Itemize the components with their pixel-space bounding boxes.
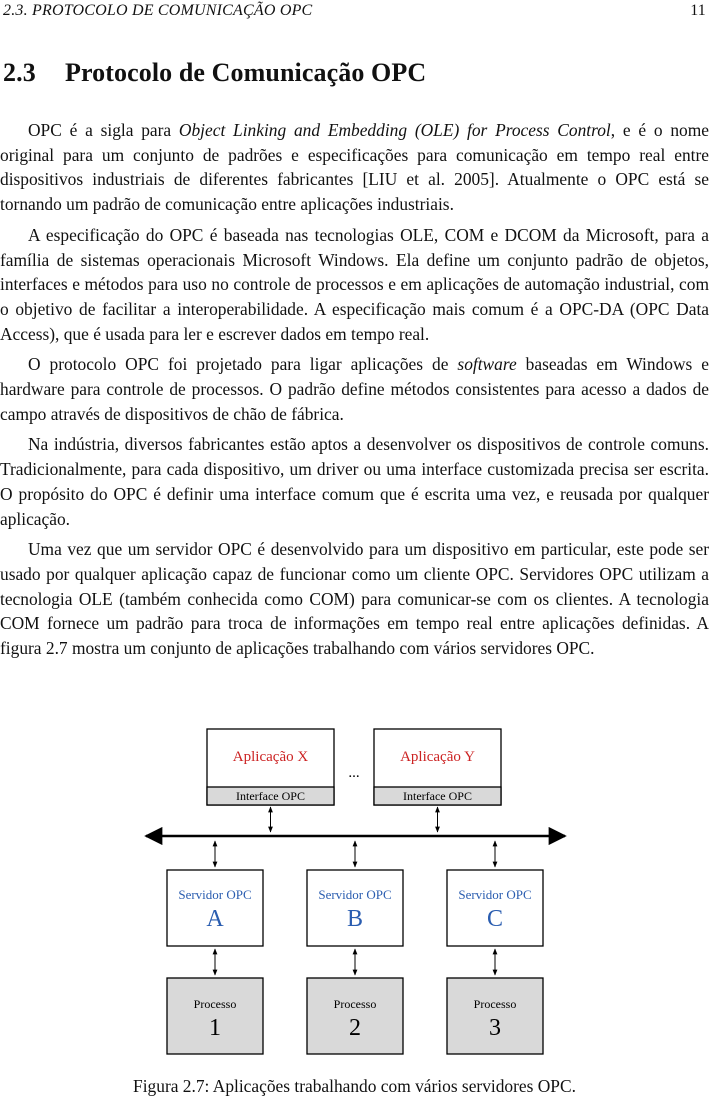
paragraph-1-text-c: , e é o nome original para um conjunto de padrões e especificações para comunicação em tempo real entre dispositivos industriais de diferentes fabricantes [LIU et al. 2005]. Atualmente o OPC está se tornando um padrão de comunicação entre aplicações industriais.	[0, 120, 709, 215]
paragraph-3-text-a: O protocolo OPC foi projetado para ligar aplicações de	[28, 354, 458, 375]
paragraph-4: Na indústria, diversos fabricantes estão aptos a desenvolver os dispositivos de controle comuns. Tradicionalmente, para cada dispositivo, um driver ou uma interface customizada precisa ser escrita. O propósito do OPC é definir uma interface comum que é escrita uma vez, e reusada por qualquer aplicação.	[0, 434, 709, 529]
opc-architecture-diagram	[0, 725, 709, 1065]
paragraph-3-text-c: baseadas em Windows e hardware para controle de processos. O padrão define métodos consistentes para acesso a dados de campo através de dispositivos de chão de fábrica.	[0, 354, 709, 424]
apps-ellipsis: ...	[348, 765, 360, 781]
paragraph-1-emphasis: Object Linking and Embedding (OLE) for Process Control	[178, 120, 611, 140]
paragraph-5: Uma vez que um servidor OPC é desenvolvido para um dispositivo em particular, este pode ser usado por qualquer aplicação capaz de funcionar como um cliente OPC. Servidores OPC utilizam a tecnologia OLE (também conhecida como COM) para comunicar-se com os clientes. A tecnologia COM fornece um padrão para troca de informações em tempo real entre aplicações definidas. A figura 2.7 mostra um conjunto de aplicações trabalhando com vários servidores OPC.	[0, 539, 709, 659]
paragraph-1	[0, 118, 709, 217]
process-box-1	[167, 978, 263, 1054]
process-box-3	[447, 978, 543, 1054]
app-y-label: Aplicação Y	[400, 749, 475, 765]
server-box-a	[167, 870, 263, 946]
app-y-interface-label: Interface OPC	[403, 789, 472, 803]
figure-2-7	[0, 725, 709, 1065]
paragraph-3	[0, 352, 709, 426]
process-2-label: Processo	[333, 997, 377, 1011]
server-box-c	[447, 870, 543, 946]
server-a-label: Servidor OPC	[178, 887, 252, 902]
server-box-b	[307, 870, 403, 946]
section-heading	[3, 58, 426, 88]
running-title: 2.3. PROTOCOLO DE COMUNICAÇÃO OPC	[3, 2, 313, 19]
process-3-number: 3	[489, 1015, 501, 1041]
server-b-letter: B	[346, 906, 364, 932]
paragraph-3-emphasis: software	[457, 354, 517, 375]
app-box-y	[374, 729, 501, 805]
server-c-letter: C	[486, 906, 504, 932]
process-3-label: Processo	[473, 997, 517, 1011]
paragraph-2: A especificação do OPC é baseada nas tecnologias OLE, COM e DCOM da Microsoft, para a família de sistemas operacionais Microsoft Windows. Ela define um conjunto padrão de objetos, interfaces e métodos para uso no controle de processos e em aplicações de automação industrial, com o objetivo de facilitar a interoperabilidade. A especificação mais comum é a OPC-DA (OPC Data Access), que é usada para ler e escrever dados em tempo real.	[0, 224, 709, 344]
running-header	[3, 2, 708, 22]
body-text	[0, 118, 709, 667]
process-box-2	[307, 978, 403, 1054]
figure-caption: Figura 2.7: Aplicações trabalhando com vários servidores OPC.	[133, 1076, 576, 1096]
app-x-interface-label: Interface OPC	[236, 789, 305, 803]
server-b-label: Servidor OPC	[318, 887, 392, 902]
app-x-label: Aplicação X	[232, 749, 309, 765]
page-number: 11	[690, 2, 706, 19]
section-number: 2.3	[3, 58, 36, 87]
process-2-number: 2	[349, 1015, 361, 1041]
process-1-label: Processo	[193, 997, 237, 1011]
server-c-label: Servidor OPC	[458, 887, 532, 902]
paragraph-1-text-a: OPC é a sigla para	[28, 120, 179, 140]
server-a-letter: A	[206, 906, 224, 932]
app-box-x	[207, 729, 334, 805]
section-title: Protocolo de Comunicação OPC	[65, 58, 427, 87]
process-1-number: 1	[209, 1015, 221, 1041]
